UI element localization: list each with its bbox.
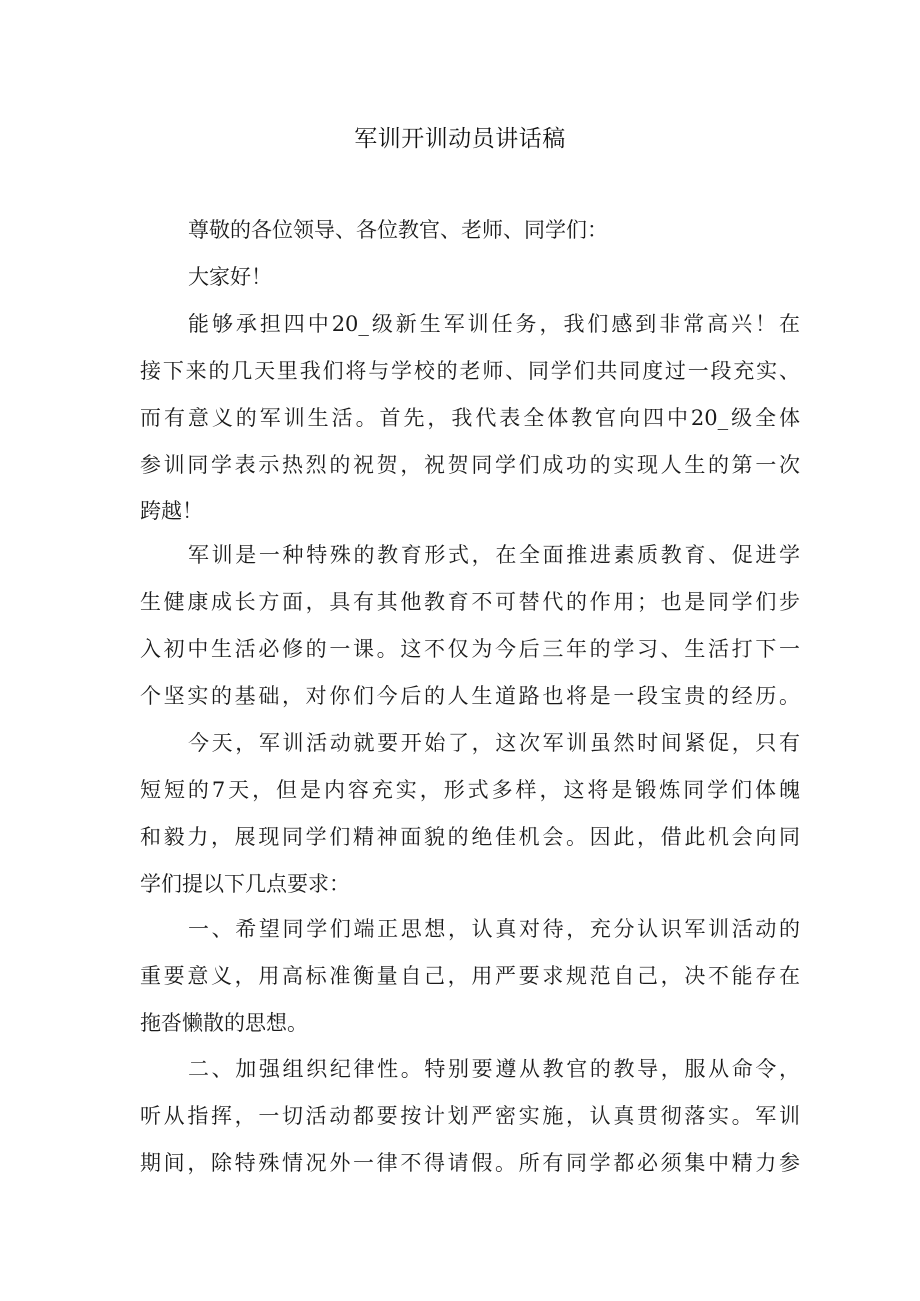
text-line: 期间，除特殊情况外一律不得请假。所有同学都必须集中精力参 (140, 1151, 800, 1175)
text-line: 今天，军训活动就要开始了，这次军训虽然时间紧促，只有 (188, 731, 800, 755)
text-line: 入初中生活必修的一课。这不仅为今后三年的学习、生活打下一 (140, 637, 800, 661)
text-line: 拖沓懒散的思想。 (140, 1011, 308, 1035)
text-line: 短短的7天，但是内容充实，形式多样，这将是锻炼同学们体魄 (140, 778, 800, 802)
text-line: 一、希望同学们端正思想，认真对待，充分认识军训活动的 (188, 917, 800, 941)
text-line: 生健康成长方面，具有其他教育不可替代的作用；也是同学们步 (140, 590, 800, 614)
text-line: 学们提以下几点要求： (140, 872, 350, 896)
text-line: 参训同学表示热烈的祝贺，祝贺同学们成功的实现人生的第一次 (140, 453, 800, 477)
text-line: 能够承担四中20_级新生军训任务，我们感到非常高兴！在 (188, 312, 800, 336)
text-line: 跨越！ (140, 499, 203, 523)
page-title: 军训开训动员讲话稿 (354, 126, 566, 152)
text-line: 听从指挥，一切活动都要按计划严密实施，认真贯彻落实。军训 (140, 1104, 800, 1128)
text-line: 个坚实的基础，对你们今后的人生道路也将是一段宝贵的经历。 (140, 684, 800, 708)
text-line: 二、加强组织纪律性。特别要遵从教官的教导，服从命令， (188, 1057, 800, 1081)
text-line: 军训是一种特殊的教育形式，在全面推进素质教育、促进学 (188, 543, 800, 567)
text-line: 接下来的几天里我们将与学校的老师、同学们共同度过一段充实、 (140, 359, 800, 383)
text-line: 而有意义的军训生活。首先，我代表全体教官向四中20_级全体 (140, 406, 800, 430)
text-line: 重要意义，用高标准衡量自己，用严要求规范自己，决不能存在 (140, 964, 800, 988)
text-line: 大家好！ (188, 265, 272, 289)
text-line: 和毅力，展现同学们精神面貌的绝佳机会。因此，借此机会向同 (140, 825, 800, 849)
text-line: 尊敬的各位领导、各位教官、老师、同学们： (188, 218, 608, 242)
